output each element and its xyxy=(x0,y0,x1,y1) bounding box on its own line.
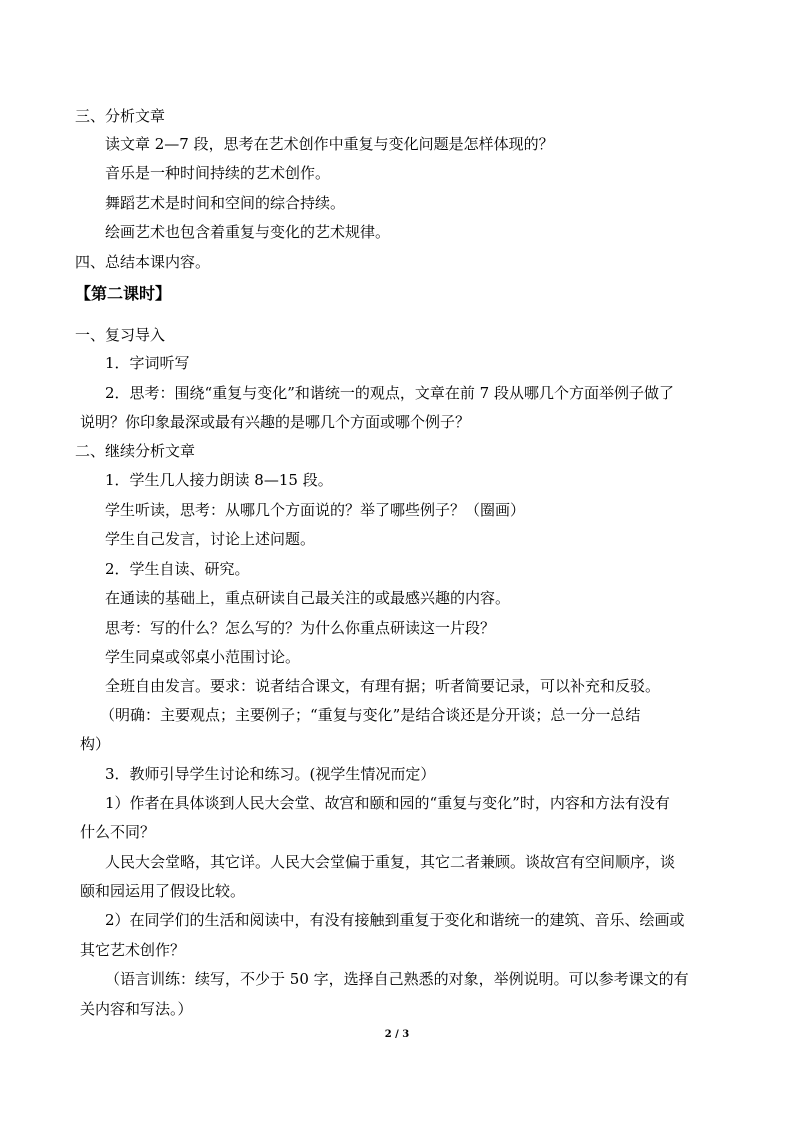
page-number: 2 / 3 xyxy=(384,1029,410,1040)
paragraph-line: 学生自己发言，讨论上述问题。 xyxy=(105,530,316,548)
paragraph-line: 3．教师引导学生讨论和练习。(视学生情况而定） xyxy=(105,765,436,783)
section-heading-3: 三、分析文章 xyxy=(75,107,166,125)
paragraph-line: 舞蹈艺术是时间和空间的综合持续。 xyxy=(105,194,346,212)
paragraph-line: 学生同桌或邻桌小范围讨论。 xyxy=(105,648,301,666)
paragraph-line: 关内容和写法。） xyxy=(80,1000,193,1018)
paragraph-line: 什么不同？ xyxy=(80,823,156,841)
paragraph-line: 学生听读，思考：从哪几个方面说的？举了哪些例子？（圈画） xyxy=(105,501,526,519)
paragraph-line: 音乐是一种时间持续的艺术创作。 xyxy=(105,164,331,182)
paragraph-line: 人民大会堂略，其它详。人民大会堂偏于重复，其它二者兼顾。谈故宫有空间顺序，谈 xyxy=(105,853,676,871)
paragraph-line: （语言训练：续写，不少于 50 字，选择自己熟悉的对象，举例说明。可以参考课文的有 xyxy=(105,970,689,988)
paragraph-line: 1）作者在具体谈到人民大会堂、故宫和颐和园的“重复与变化”时，内容和方法有没有 xyxy=(105,794,670,812)
paragraph-line: 2．思考：围绕“重复与变化”和谐统一的观点，文章在前 7 段从哪几个方面举例子做了 xyxy=(105,384,674,402)
paragraph-line: 构） xyxy=(80,735,111,753)
paragraph-line: 思考：写的什么？怎么写的？为什么你重点研读这一片段？ xyxy=(105,619,496,637)
section-heading-1: 一、复习导入 xyxy=(75,326,166,344)
paragraph-line: 1．学生几人接力朗读 8—15 段。 xyxy=(105,471,333,489)
paragraph-line: 2．学生自读、研究。 xyxy=(105,560,250,578)
paragraph-line: 在通读的基础上，重点研读自己最关注的或最感兴趣的内容。 xyxy=(105,589,511,607)
paragraph-line: （明确：主要观点；主要例子；“重复与变化”是结合谈还是分开谈；总一分一总结 xyxy=(100,706,641,724)
paragraph-line: 说明？你印象最深或最有兴趣的是哪几个方面或哪个例子？ xyxy=(80,413,471,431)
paragraph-line: 读文章 2—7 段，思考在艺术创作中重复与变化问题是怎样体现的？ xyxy=(105,135,554,153)
section-heading-4: 四、总结本课内容。 xyxy=(75,253,211,271)
section-heading-2: 二、继续分析文章 xyxy=(75,442,196,460)
paragraph-line: 其它艺术创作？ xyxy=(80,941,186,959)
paragraph-line: 绘画艺术也包含着重复与变化的艺术规律。 xyxy=(105,223,391,241)
paragraph-line: 2）在同学们的生活和阅读中，有没有接触到重复于变化和谐统一的建筑、音乐、绘画或 xyxy=(105,911,685,929)
paragraph-line: 1．字词听写 xyxy=(105,354,190,372)
paragraph-line: 颐和园运用了假设比较。 xyxy=(80,882,246,900)
lesson-heading: 【第二课时】 xyxy=(75,284,172,303)
paragraph-line: 全班自由发言。要求：说者结合课文，有理有据；听者简要记录，可以补充和反驳。 xyxy=(105,677,661,695)
